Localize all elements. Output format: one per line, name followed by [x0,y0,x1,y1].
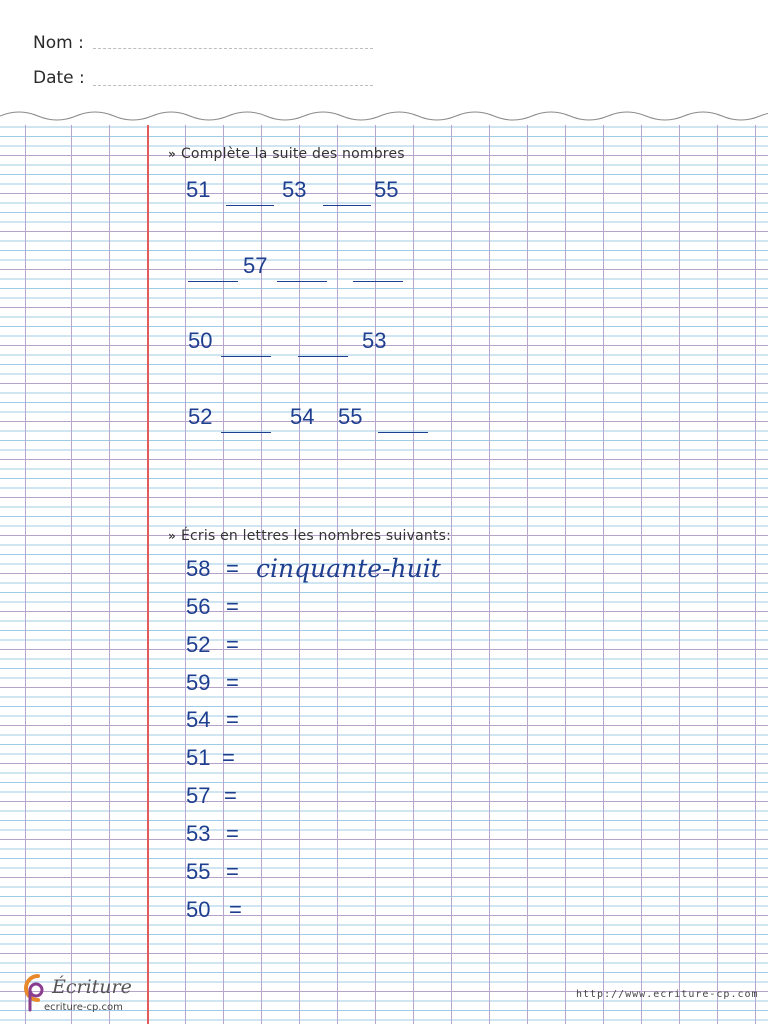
equals-sign: = [229,897,242,922]
bullet-arrow-icon: » [168,147,176,161]
equals-sign: = [226,632,239,657]
logo-text: Écriture [52,976,132,998]
sequence-number: 55 [338,404,363,429]
number-to-write: 51 [186,745,211,770]
number-to-write: 56 [186,594,211,619]
torn-edge-wave [0,105,768,125]
name-field[interactable] [93,48,373,49]
number-to-write: 58 [186,556,211,581]
equals-sign: = [226,670,239,695]
bullet-arrow-icon: » [168,529,176,543]
equals-sign: = [224,783,237,808]
answer-blank[interactable] [226,205,274,206]
equals-sign: = [222,745,235,770]
exercise1-heading-text: Complète la suite des nombres [180,146,405,162]
equals-sign: = [226,594,239,619]
exercise2-heading-text: Écris en lettres les nombres suivants: [180,528,452,544]
sequence-number: 54 [290,404,315,429]
sequence-number: 53 [282,177,307,202]
answer-blank[interactable] [323,205,371,206]
answer-blank[interactable] [221,432,271,433]
equals-sign: = [226,821,239,846]
exercise2-heading [168,528,451,544]
date-field[interactable] [93,85,373,86]
sequence-number: 53 [362,328,387,353]
example-answer: cinquante-huit [256,554,441,583]
date-label: Date : [33,68,85,88]
answer-blank[interactable] [298,356,348,357]
number-to-write: 53 [186,821,211,846]
equals-sign: = [226,859,239,884]
answer-blank[interactable] [353,281,403,282]
sequence-number: 55 [374,177,399,202]
worksheet-header [0,0,768,120]
site-url[interactable]: http://www.ecriture-cp.com [576,989,759,1000]
sequence-number: 51 [186,177,211,202]
sequence-number: 50 [188,328,213,353]
equals-sign: = [226,707,239,732]
equals-sign: = [226,556,239,581]
answer-blank[interactable] [221,356,271,357]
logo-url[interactable]: ecriture-cp.com [44,1002,123,1013]
answer-blank[interactable] [188,281,238,282]
number-to-write: 50 [186,897,211,922]
number-to-write: 59 [186,670,211,695]
answer-blank[interactable] [277,281,327,282]
sequence-number: 57 [243,253,268,278]
answer-blank[interactable] [378,432,428,433]
number-to-write: 52 [186,632,211,657]
exercise1-heading [168,146,405,162]
number-to-write: 57 [186,783,211,808]
name-label: Nom : [33,33,84,53]
number-to-write: 54 [186,707,211,732]
number-to-write: 55 [186,859,211,884]
sequence-number: 52 [188,404,213,429]
